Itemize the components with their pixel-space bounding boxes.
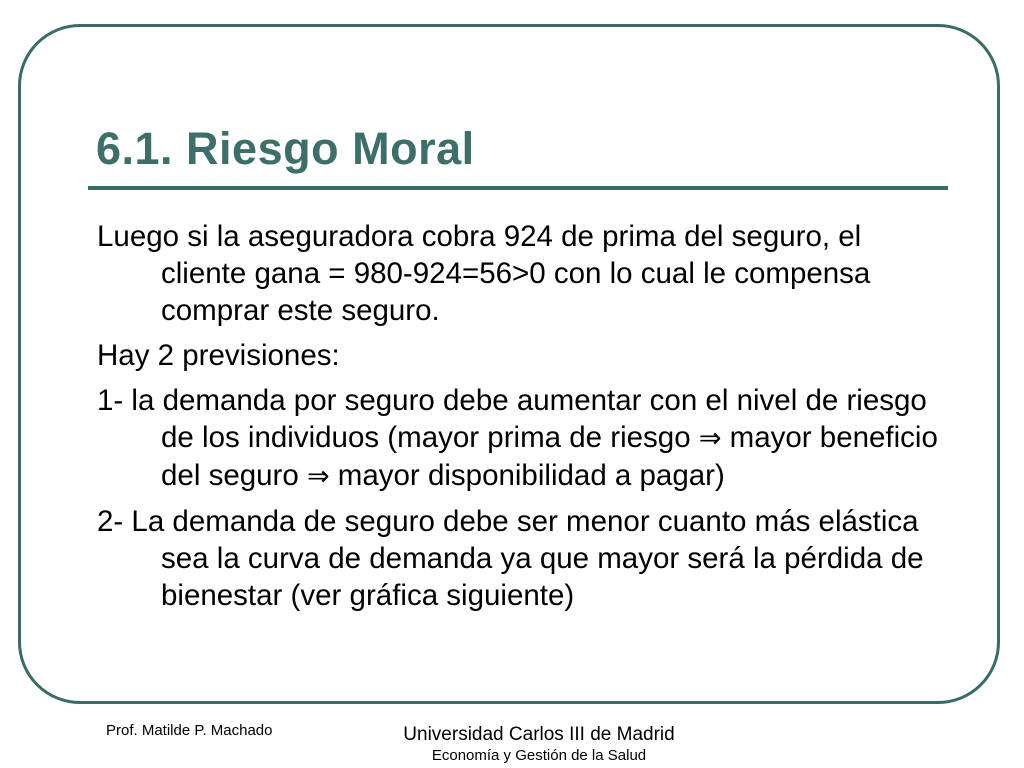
prediction-1-text-a: 1- la demanda por seguro debe aumentar con el nivel de riesgo de los individuos (mayor prima de riesgo	[97, 384, 927, 454]
paragraph-predictions-intro: Hay 2 previsiones:	[97, 339, 340, 372]
paragraph-prediction-1	[97, 382, 947, 495]
prediction-1-text-c: mayor disponibilidad a pagar)	[337, 459, 725, 492]
paragraph-premium: Luego si la aseguradora cobra 924 de prima del seguro, el cliente gana = 980-924=56>0 con lo cual le compensa comprar este seguro.	[97, 220, 871, 327]
footer-author: Prof. Matilde P. Machado	[106, 722, 273, 739]
footer-institution	[398, 724, 680, 766]
paragraph-prediction-2: 2- La demanda de seguro debe ser menor cuanto más elástica sea la curva de demanda ya que mayor será la pérdida de bienestar (ver gráfica siguiente)	[97, 505, 924, 612]
footer-university: Universidad Carlos III de Madrid	[403, 724, 675, 745]
prediction-1-text-b: mayor beneficio del seguro	[161, 421, 938, 492]
slide-title: 6.1. Riesgo Moral	[96, 123, 475, 174]
implies-arrow-icon: ⇒	[306, 461, 330, 492]
slide-body	[97, 218, 947, 622]
implies-arrow-icon: ⇒	[698, 423, 722, 454]
title-underline	[88, 186, 948, 190]
footer-course: Economía y Gestión de la Salud	[431, 747, 647, 764]
